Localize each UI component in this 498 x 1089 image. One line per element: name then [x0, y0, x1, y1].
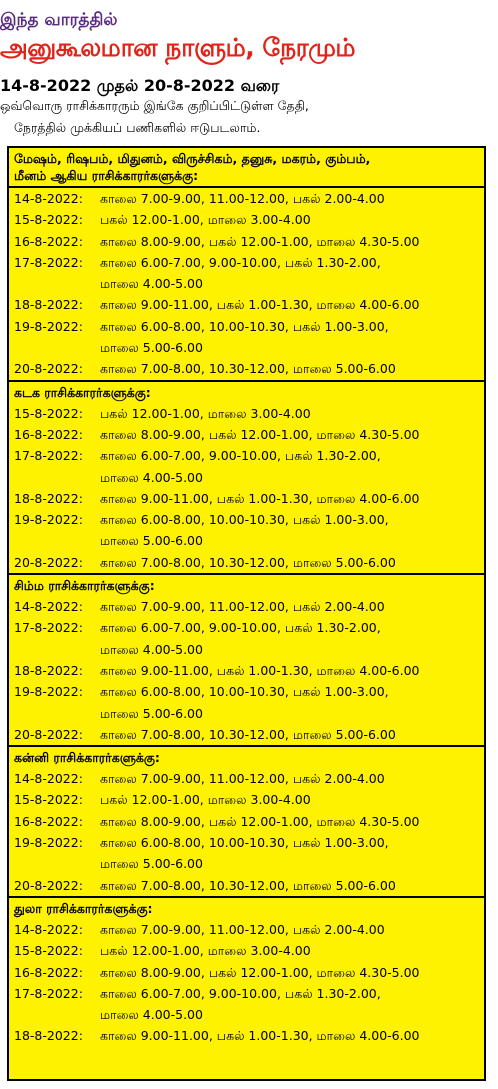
- schedule-date: 18-8-2022:: [14, 490, 83, 506]
- schedule-date: 19-8-2022:: [14, 318, 83, 334]
- schedule-times: காலை 7.00-9.00, 11.00-12.00, பகல் 2.00-4.00: [100, 771, 385, 787]
- schedule-date: 15-8-2022:: [14, 212, 83, 228]
- schedule-date: 19-8-2022:: [14, 512, 83, 528]
- schedule-date: 18-8-2022:: [14, 297, 83, 313]
- schedule-times: காலை 9.00-11.00, பகல் 1.00-1.30, மாலை 4.00-6.00: [100, 662, 420, 678]
- schedule-times: காலை 6.00-7.00, 9.00-10.00, பகல் 1.30-2.00,: [100, 448, 381, 464]
- sign-section: [9, 745, 484, 896]
- schedule-times-continued: மாலை 5.00-6.00: [100, 856, 203, 872]
- schedule-row: [9, 832, 484, 853]
- schedule-times: காலை 8.00-9.00, பகல் 12.00-1.00, மாலை 4.30-5.00: [100, 426, 420, 442]
- sign-section: [9, 896, 484, 1047]
- schedule-row: [9, 789, 484, 810]
- schedule-date: 15-8-2022:: [14, 405, 83, 421]
- schedule-row: [9, 188, 484, 209]
- schedule-row: [9, 617, 484, 638]
- schedule-times: காலை 8.00-9.00, பகல் 12.00-1.00, மாலை 4.30-5.00: [100, 233, 420, 249]
- section-title: [9, 898, 484, 919]
- schedule-times: காலை 6.00-8.00, 10.00-10.30, பகல் 1.00-3.00,: [100, 684, 389, 700]
- schedule-date: 17-8-2022:: [14, 254, 83, 270]
- schedule-date: 17-8-2022:: [14, 448, 83, 464]
- schedule-date: 18-8-2022:: [14, 1028, 83, 1044]
- schedule-row: [9, 424, 484, 445]
- schedule-row: [9, 768, 484, 789]
- schedule-times: பகல் 12.00-1.00, மாலை 3.00-4.00: [100, 212, 311, 228]
- schedule-date: 17-8-2022:: [14, 985, 83, 1001]
- schedule-row: [9, 358, 484, 379]
- schedule-date: 16-8-2022:: [14, 813, 83, 829]
- schedule-times: காலை 6.00-8.00, 10.00-10.30, பகல் 1.00-3.00,: [100, 318, 389, 334]
- schedule-times: காலை 7.00-8.00, 10.30-12.00, மாலை 5.00-6.00: [100, 554, 396, 570]
- schedule-row: [9, 231, 484, 252]
- schedule-date: 19-8-2022:: [14, 835, 83, 851]
- schedule-row: [9, 681, 484, 702]
- section-title: [9, 747, 484, 768]
- schedule-row: [9, 940, 484, 961]
- schedule-date: 20-8-2022:: [14, 361, 83, 377]
- schedule-times: காலை 7.00-9.00, 11.00-12.00, பகல் 2.00-4.00: [100, 191, 385, 206]
- schedule-times: காலை 8.00-9.00, பகல் 12.00-1.00, மாலை 4.30-5.00: [100, 813, 420, 829]
- schedule-date: 14-8-2022:: [14, 921, 83, 937]
- schedule-row: [9, 316, 484, 337]
- schedule-times: பகல் 12.00-1.00, மாலை 3.00-4.00: [100, 405, 311, 421]
- schedule-times: காலை 6.00-7.00, 9.00-10.00, பகல் 1.30-2.00,: [100, 620, 381, 636]
- section-title-line: துலா ராசிக்காரர்களுக்கு:: [14, 900, 153, 916]
- sign-section: [9, 148, 484, 380]
- schedule-times-continued: மாலை 5.00-6.00: [100, 533, 203, 549]
- intro-line-1: ஒவ்வொரு ராசிக்காரரும் இங்கே குறிப்பிட்டுள்ள தேதி,: [0, 98, 309, 113]
- schedule-times-continued: மாலை 5.00-6.00: [100, 340, 203, 356]
- intro-line-2: நேரத்தில் முக்கியப் பணிகளில் ஈடுபடலாம்.: [14, 120, 261, 135]
- schedule-row: [9, 552, 484, 573]
- schedule-times: காலை 7.00-8.00, 10.30-12.00, மாலை 5.00-6.00: [100, 726, 396, 742]
- schedule-date: 16-8-2022:: [14, 233, 83, 249]
- header-line-1: இந்த வாரத்தில்: [0, 10, 118, 30]
- schedule-date: 15-8-2022:: [14, 792, 83, 808]
- section-title-line: மேஷம், ரிஷபம், மிதுனம், விருச்சிகம், தனுசு, மகரம், கும்பம்,: [14, 151, 371, 166]
- schedule-times-continued: மாலை 4.00-5.00: [100, 469, 203, 485]
- schedule-date: 19-8-2022:: [14, 684, 83, 700]
- schedule-row: [9, 488, 484, 509]
- schedule-times: காலை 6.00-7.00, 9.00-10.00, பகல் 1.30-2.00,: [100, 254, 381, 270]
- schedule-times: காலை 7.00-8.00, 10.30-12.00, மாலை 5.00-6.00: [100, 361, 396, 377]
- schedule-times: பகல் 12.00-1.00, மாலை 3.00-4.00: [100, 943, 311, 959]
- schedule-date: 16-8-2022:: [14, 964, 83, 980]
- schedule-times: பகல் 12.00-1.00, மாலை 3.00-4.00: [100, 792, 311, 808]
- schedule-date: 14-8-2022:: [14, 771, 83, 787]
- schedule-row: [9, 294, 484, 315]
- page-title: அனுகூலமான நாளும், நேரமும்: [0, 33, 355, 62]
- schedule-row: [9, 1025, 484, 1046]
- schedule-row: [9, 252, 484, 273]
- sign-section: [9, 573, 484, 745]
- section-title: [9, 575, 484, 596]
- schedule-row: [9, 875, 484, 896]
- schedule-times: காலை 7.00-8.00, 10.30-12.00, மாலை 5.00-6.00: [100, 877, 396, 893]
- schedule-times-continued: மாலை 4.00-5.00: [100, 1007, 203, 1023]
- schedule-times: காலை 7.00-9.00, 11.00-12.00, பகல் 2.00-4.00: [100, 921, 385, 937]
- schedule-times-continued: மாலை 4.00-5.00: [100, 276, 203, 292]
- schedule-times: காலை 6.00-7.00, 9.00-10.00, பகல் 1.30-2.00,: [100, 985, 381, 1001]
- schedule-times: காலை 9.00-11.00, பகல் 1.00-1.30, மாலை 4.00-6.00: [100, 297, 420, 313]
- schedule-row: [9, 983, 484, 1004]
- schedule-row: [9, 962, 484, 983]
- section-title-line: சிம்ம ராசிக்காரர்களுக்கு:: [14, 578, 155, 594]
- schedule-times-continued: மாலை 5.00-6.00: [100, 705, 203, 721]
- section-title: [9, 148, 484, 188]
- sign-section: [9, 380, 484, 573]
- schedule-times: காலை 8.00-9.00, பகல் 12.00-1.00, மாலை 4.30-5.00: [100, 964, 420, 980]
- schedule-date: 16-8-2022:: [14, 426, 83, 442]
- schedule-row: [9, 724, 484, 745]
- schedule-date: 14-8-2022:: [14, 599, 83, 615]
- schedule-row: [9, 660, 484, 681]
- schedule-row: [9, 919, 484, 940]
- schedule-date: 18-8-2022:: [14, 662, 83, 678]
- schedule-date: 20-8-2022:: [14, 877, 83, 893]
- schedule-times: காலை 6.00-8.00, 10.00-10.30, பகல் 1.00-3.00,: [100, 512, 389, 528]
- schedule-date: 15-8-2022:: [14, 943, 83, 959]
- schedule-row: [9, 209, 484, 230]
- schedule-row: [9, 403, 484, 424]
- schedule-date: 14-8-2022:: [14, 191, 83, 206]
- schedule-date: 20-8-2022:: [14, 726, 83, 742]
- section-title-line: கன்னி ராசிக்காரர்களுக்கு:: [14, 750, 160, 766]
- section-title-line: மீனம் ஆகிய ராசிக்காரர்களுக்கு:: [14, 168, 199, 183]
- schedule-times: காலை 9.00-11.00, பகல் 1.00-1.30, மாலை 4.00-6.00: [100, 490, 420, 506]
- schedule-row: [9, 596, 484, 617]
- schedule-times: காலை 9.00-11.00, பகல் 1.00-1.30, மாலை 4.00-6.00: [100, 1028, 420, 1044]
- schedule-date: 20-8-2022:: [14, 554, 83, 570]
- schedule-row: [9, 509, 484, 530]
- schedule-box: [7, 146, 486, 1081]
- section-title: [9, 382, 484, 403]
- schedule-times: காலை 7.00-9.00, 11.00-12.00, பகல் 2.00-4.00: [100, 599, 385, 615]
- schedule-date: 17-8-2022:: [14, 620, 83, 636]
- schedule-times-continued: மாலை 4.00-5.00: [100, 641, 203, 657]
- schedule-row: [9, 811, 484, 832]
- schedule-row: [9, 445, 484, 466]
- schedule-times: காலை 6.00-8.00, 10.00-10.30, பகல் 1.00-3.00,: [100, 835, 389, 851]
- date-range: 14-8-2022 முதல் 20-8-2022 வரை: [0, 76, 280, 95]
- section-title-line: கடக ராசிக்காரர்களுக்கு:: [14, 384, 151, 400]
